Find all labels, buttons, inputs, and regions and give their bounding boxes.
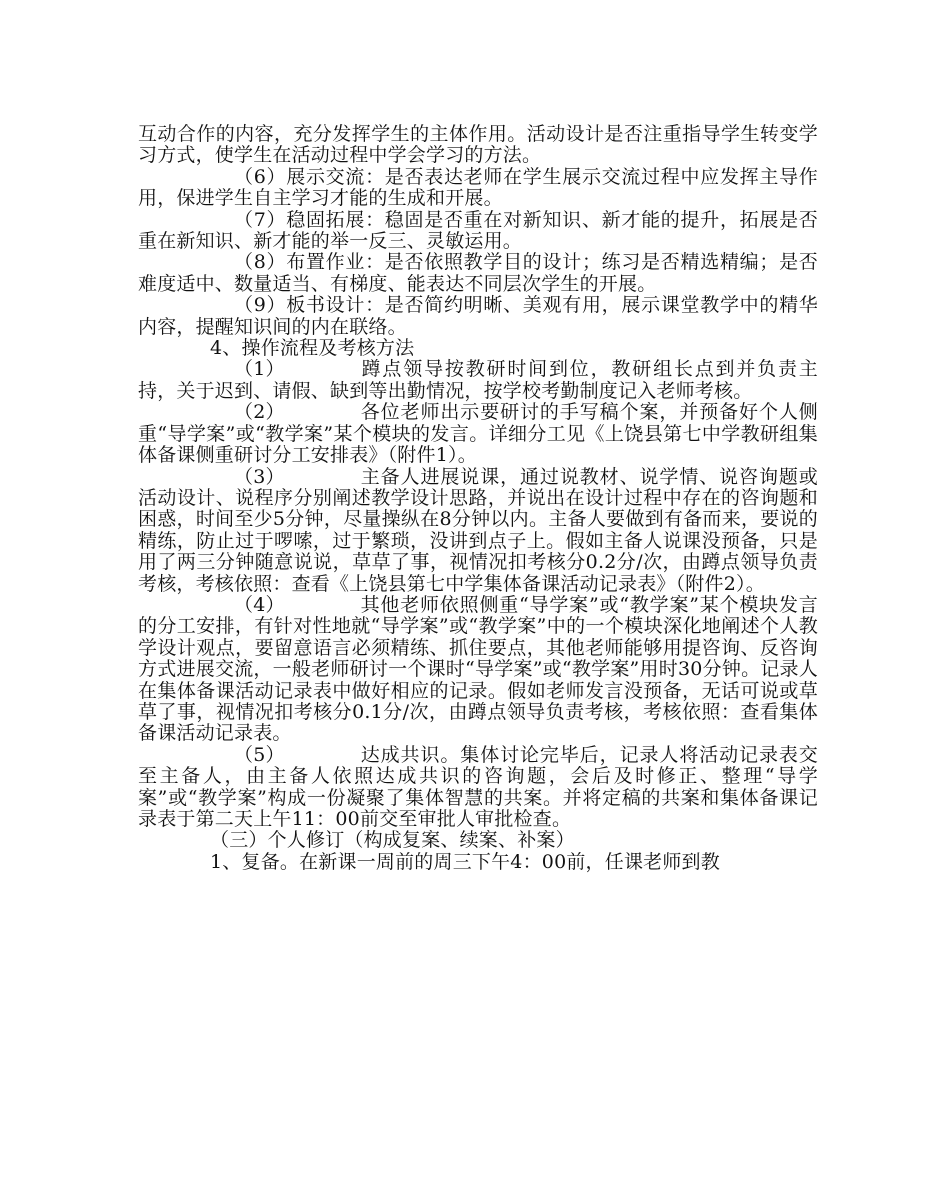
step-text: 达成共识。集体讨论完毕后，记录人将活动记录表交至主备人，由主备人依照达成共识的咨询题，会后及时修正、整理“导学案”或“教学案”构成一份凝聚了集体智慧的共案。并将定稿的共案和集体备课记录表于第二天上午11：00前交至审批人审批检查。: [138, 743, 818, 830]
step-number: （4）: [234, 593, 285, 616]
paragraph-continued: 互动合作的内容，充分发挥学生的主体作用。活动设计是否注重指导学生转变学习方式，使学生在活动过程中学会学习的方法。: [138, 123, 818, 167]
section-heading-4: 4、操作流程及考核方法: [210, 337, 415, 360]
step-text: 主备人进展说课，通过说教材、说学情、说咨询题或活动设计、说程序分别阐述教学设计思路，并说出在设计过程中存在的咨询题和困惑，时间至少5分钟，尽量操纵在8分钟以内。主备人要做到有备而来，要说的精练，防止过于啰嗦，过于繁琐，没讲到点子上。假如主备人说课没预备，只是用了两三分钟随意说说，草草了事，视情况扣考核分0.2分/次，由蹲点领导负责考核，考核依照：查看《上饶县第七中学集体备课活动记录表》（附件2）。: [138, 465, 818, 595]
step-paragraph-5: [138, 745, 818, 831]
step-number: （2）: [234, 401, 285, 424]
step-number: （5）: [234, 743, 285, 766]
step-paragraph-2: [138, 402, 818, 466]
step-text: 其他老师依照侧重“导学案”或“教学案”某个模块发言的分工安排，有针对性地就“导学案”或“教学案”中的一个模块深化地阐述个人教学设计观点，要留意语言必须精练、抓住要点，其他老师能够用提咨询、反咨询方式进展交流，一般老师研讨一个课时“导学案”或“教学案”用时30分钟。记录人在集体备课活动记录表中做好相应的记录。假如老师发言没预备，无话可说或草草了事，视情况扣考核分0.1分/次，由蹲点领导负责考核，考核依照：查看集体备课活动记录表。: [138, 593, 818, 745]
step-paragraph-1: [138, 359, 818, 402]
paragraph-assign-homework: （8）布置作业：是否依照教学目的设计；练习是否精选精编；是否难度适中、数量适当、有梯度、能表达不同层次学生的开展。: [138, 251, 818, 295]
step-text: 蹲点领导按教研时间到位，教研组长点到并负责主持，关于迟到、请假、缺到等出勤情况，按学校考勤制度记入老师考核。: [138, 358, 818, 402]
paragraph-display-exchange: （6）展示交流：是否表达老师在学生展示交流过程中应发挥主导作用，保进学生自主学习才能的生成和开展。: [138, 165, 818, 210]
paragraph-consolidate-extend: （7）稳固拓展：稳固是否重在对新知识、新才能的提升，拓展是否重在新知识、新才能的举一反三、灵敏运用。: [138, 208, 818, 253]
step-number: （3）: [234, 465, 285, 488]
step-number: （1）: [234, 358, 285, 381]
section-heading-3: （三）个人修订（构成复案、续案、补案）: [210, 829, 575, 852]
paragraph-review-prep: 1、复备。在新课一周前的周三下午4：00前，任课老师到教: [210, 850, 720, 873]
paragraph-board-design: （9）板书设计：是否简约明晰、美观有用，展示课堂教学中的精华内容，提醒知识间的内在联络。: [138, 294, 818, 338]
document-body: [138, 124, 818, 873]
step-text: 各位老师出示要研讨的手写稿个案，并预备好个人侧重“导学案”或“教学案”某个模块的发言。详细分工见《上饶县第七中学教研组集体备课侧重研讨分工安排表》（附件1）。: [138, 401, 818, 467]
step-paragraph-3: [138, 467, 818, 595]
step-paragraph-4: [138, 595, 818, 745]
